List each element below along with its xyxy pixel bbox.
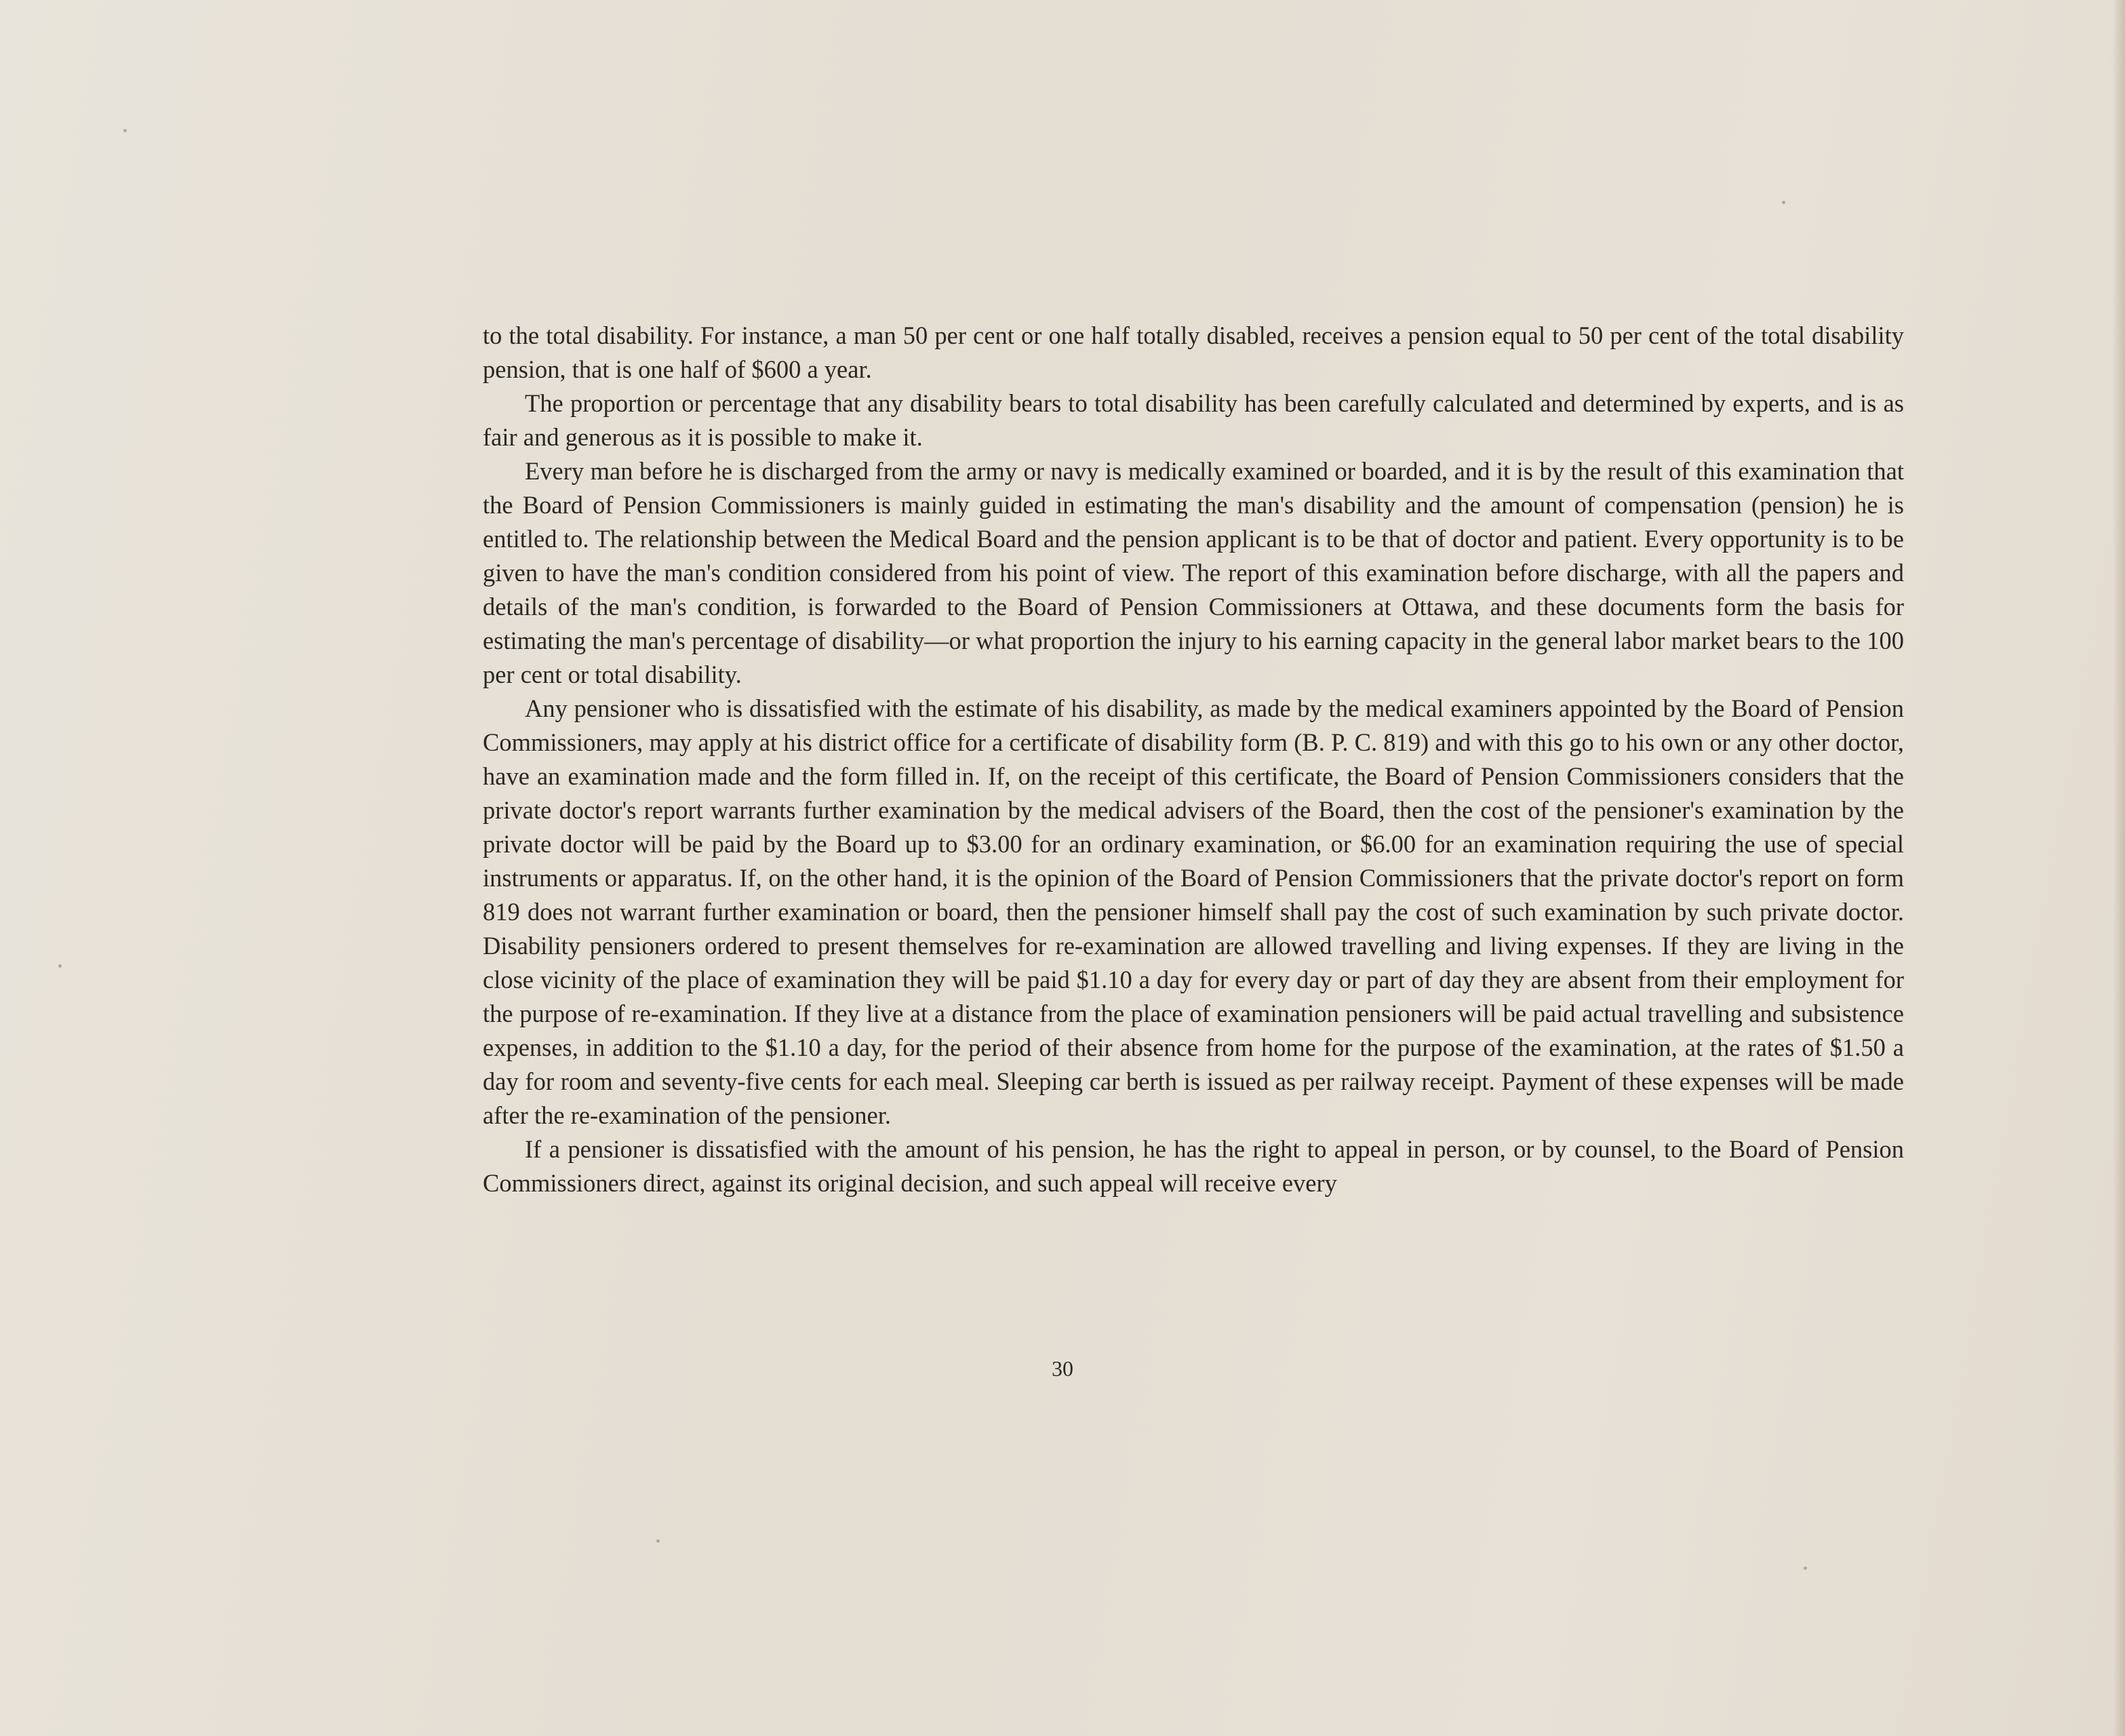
- paper-speck: [1804, 1566, 1807, 1570]
- paragraph-2: The proportion or percentage that any disability bears to total disability has been carefully calculated and determined by experts, and is as fair and generous as it is possible to make it.: [483, 389, 1904, 451]
- paragraph-3: Every man before he is discharged from the army or navy is medically examined or boarded, and it is by the result of this examination that the Board of Pension Commissioners is mainly guided in estimating the man's disability and the amount of compensation (pension) he is entitled to. The relationship between the Medical Board and the pension applicant is to be that of doctor and patient. Every opportunity is to be given to have the man's condition considered from his point of view. The report of this examination before discharge, with all the papers and details of the man's condition, is forwarded to the Board of Pension Commissioners at Ottawa, and these documents form the basis for estimating the man's percentage of disability—or what proportion the injury to his earning capacity in the general labor market bears to the 100 per cent or total disability.: [483, 457, 1904, 688]
- paragraph-5: If a pensioner is dissatisfied with the amount of his pension, he has the right to appeal in person, or by counsel, to the Board of Pension Commissioners direct, against its original decision, and such appeal will receive every: [483, 1135, 1904, 1197]
- paper-speck: [656, 1539, 660, 1543]
- paper-speck: [1782, 201, 1785, 204]
- paragraph-1: to the total disability. For instance, a man 50 per cent or one half totally disabled, receives a pension equal to 50 per cent of the total disability pension, that is one half of $600 a year.: [483, 321, 1904, 383]
- page-number: 30: [1052, 1356, 1073, 1381]
- paper-speck: [123, 129, 127, 132]
- paper-speck: [58, 964, 62, 968]
- paragraph-4: Any pensioner who is dissatisfied with the estimate of his disability, as made by the medical examiners appointed by the Board of Pension Commissioners, may apply at his district office for a certificate of disability form (B. P. C. 819) and with this go to his own or any other doctor, have an examination made and the form filled in. If, on the receipt of this certificate, the Board of Pension Commissioners considers that the private doctor's report warrants further examination by the medical advisers of the Board, then the cost of the pensioner's examination by the private doctor will be paid by the Board up to $3.00 for an ordinary examination, or $6.00 for an examination requiring the use of special instruments or apparatus. If, on the other hand, it is the opinion of the Board of Pension Commissioners that the private doctor's report on form 819 does not warrant further examination or board, then the pensioner himself shall pay the cost of such examination by such private doctor. Disability pensioners ordered to present themselves for re-examination are allowed travelling and living expenses. If they are living in the close vicinity of the place of examination they will be paid $1.10 a day for every day or part of day they are absent from their employment for the purpose of re-examination. If they live at a distance from the place of examination pensioners will be paid actual travelling and subsistence expenses, in addition to the $1.10 a day, for the period of their absence from home for the purpose of the examination, at the rates of $1.50 a day for room and seventy-five cents for each meal. Sleeping car berth is issued as per railway receipt. Payment of these expenses will be made after the re-examination of the pensioner.: [483, 694, 1904, 1129]
- body-text: [483, 319, 1904, 1200]
- page-edge-shadow: [2113, 0, 2125, 1736]
